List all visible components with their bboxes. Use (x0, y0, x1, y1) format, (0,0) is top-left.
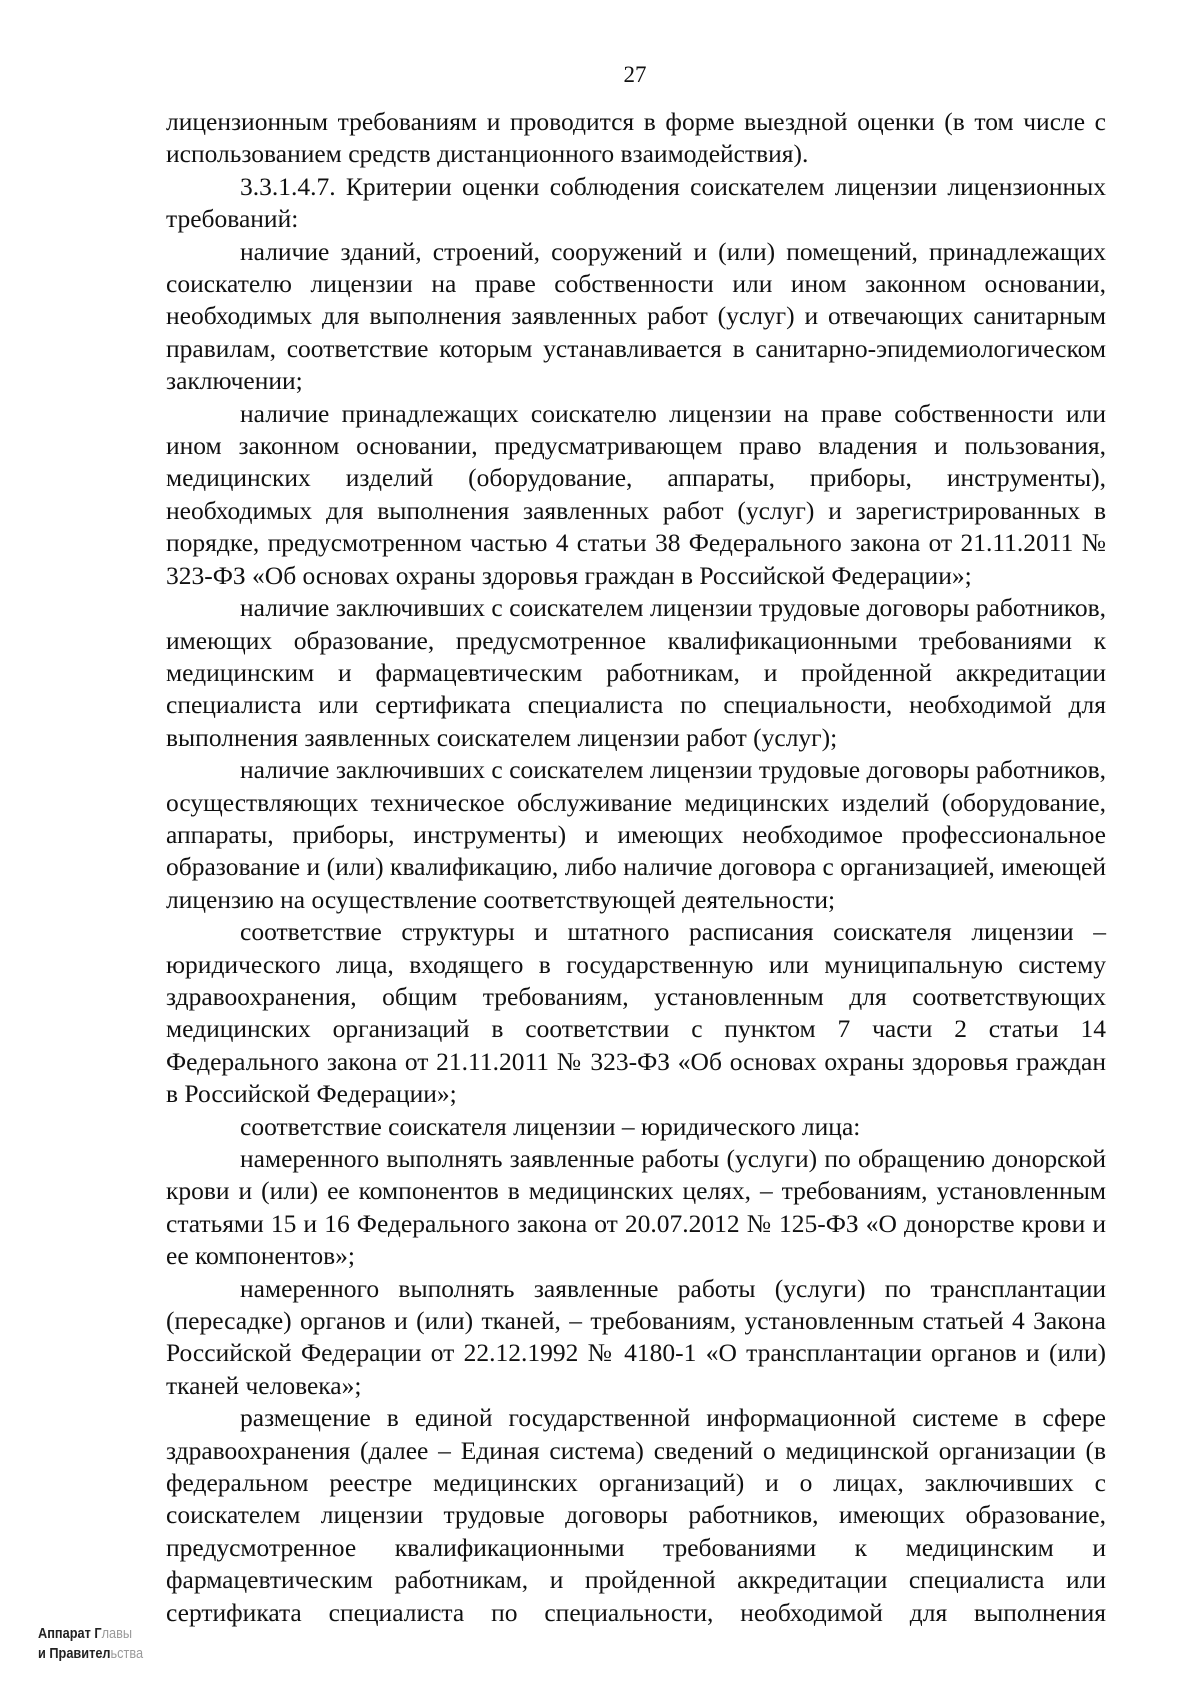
stamp-line-1-faded: лавы (101, 1625, 133, 1642)
stamp-line-2-text: и Правител (38, 1645, 111, 1662)
stamp-line-2-faded: ьства (110, 1645, 144, 1662)
paragraph-medical-devices: наличие принадлежащих соискателю лицензии на праве собственности или ином законном основании, предусматривающем право владения и пользования, медицинских изделий (оборудование, аппараты, приборы, инструменты), необходимых для выполнения заявленных работ (услуг) и зарегистрированных в порядке, предусмотренном частью 4 статьи 38 Федерального закона от 21.11.2011 № 323-ФЗ «Об основах охраны здоровья граждан в Российской Федерации»; (166, 398, 1106, 590)
page-number: 27 (623, 62, 647, 87)
office-stamp (38, 1624, 143, 1664)
paragraph-unified-system: размещение в единой государственной информационной системе в сфере здравоохранения (далее – Единая система) сведений о медицинской организации (в федеральном реестре медицинских организаций) и о лицах, заключивших с соискателем лицензии трудовые договоры работников, имеющих образование, предусмотренное квалификационными требованиями к медицинским и фармацевтическим работникам, и пройденной аккредитации специалиста или сертификата специалиста по специальности, необходимой для выполнения (166, 1403, 1106, 1627)
paragraph-transplantation: намеренного выполнять заявленные работы (услуги) по трансплантации (пересадке) органов и (или) тканей, – требованиям, установленным статьей 4 Закона Российской Федерации от 22.12.1992 № 4180-1 «О трансплантации органов и (или) тканей человека»; (166, 1273, 1106, 1400)
paragraph-continuation: лицензионным требованиям и проводится в форме выездной оценки (в том числе с использованием средств дистанционного взаимодействия). (166, 107, 1106, 169)
stamp-line-1-text: Аппарат Г (38, 1625, 102, 1642)
paragraph-technical-staff: наличие заключивших с соискателем лицензии трудовые договоры работников, осуществляющих техническое обслуживание медицинских изделий (оборудование, аппараты, приборы, инструменты) и имеющих необходимое профессиональное образование и (или) квалификацию, либо наличие договора с организацией, имеющей лицензию на осуществление соответствующей деятельности; (166, 755, 1106, 914)
paragraph-criteria-heading: 3.3.1.4.7. Критерии оценки соблюдения соискателем лицензии лицензионных требований: (166, 171, 1106, 234)
stamp-line-1 (38, 1624, 143, 1644)
paragraph-donor-blood: намеренного выполнять заявленные работы (услуги) по обращению донорской крови и (или) ее компонентов в медицинских целях, – требованиям, установленным статьями 15 и 16 Федерального закона от 20.07.2012 № 125-ФЗ «О донорстве крови и ее компонентов»; (166, 1144, 1106, 1271)
stamp-line-2 (38, 1644, 143, 1664)
document-body (166, 106, 1106, 1629)
paragraph-structure: соответствие структуры и штатного расписания соискателя лицензии – юридического лица, входящего в государственную или муниципальную систему здравоохранения, общим требованиям, установленным для соответствующих медицинских организаций в соответствии с пунктом 7 части 2 статьи 14 Федерального закона от 21.11.2011 № 323-ФЗ «Об основах охраны здоровья граждан в Российской Федерации»; (166, 917, 1106, 1109)
paragraph-legal-entity: соответствие соискателя лицензии – юридического лица: (240, 1111, 861, 1141)
paragraph-buildings: наличие зданий, строений, сооружений и (или) помещений, принадлежащих соискателю лицензии на праве собственности или ином законном основании, необходимых для выполнения заявленных работ (услуг) и отвечающих санитарным правилам, соответствие которым устанавливается в санитарно-эпидемиологическом заключении; (166, 236, 1106, 396)
paragraph-medical-staff: наличие заключивших с соискателем лицензии трудовые договоры работников, имеющих образование, предусмотренное квалификационными требованиями к медицинским и фармацевтическим работникам, и пройденной аккредитации специалиста или сертификата специалиста по специальности, необходимой для выполнения заявленных соискателем лицензии работ (услуг); (166, 593, 1106, 752)
